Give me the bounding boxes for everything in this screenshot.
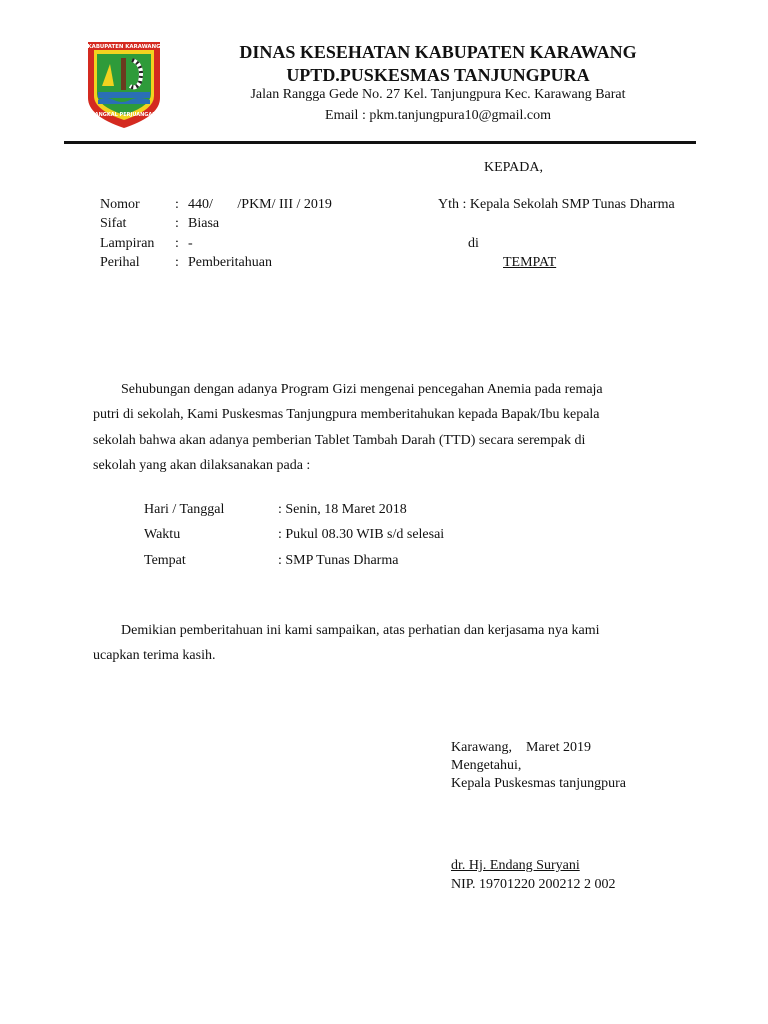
letterhead-divider: [64, 141, 696, 144]
recipient-yth: Yth : Kepala Sekolah SMP Tunas Dharma: [438, 197, 675, 212]
intro-line: sekolah bahwa akan adanya pemberian Tablet Tambah Darah (TTD) secara serempak di: [93, 433, 586, 448]
svg-text:PANGKAL PERJUANGAN: PANGKAL PERJUANGAN: [91, 112, 157, 118]
recipient-tempat: TEMPAT: [503, 255, 557, 270]
meta-value-lampiran: -: [188, 236, 193, 251]
meta-label: Perihal: [100, 255, 140, 270]
unit-name: UPTD.PUSKESMAS TANJUNGPURA: [286, 65, 590, 85]
agency-address: Jalan Rangga Gede No. 27 Kel. Tanjungpura Kec. Karawang Barat: [250, 87, 626, 102]
intro-line: Sehubungan dengan adanya Program Gizi mengenai pencegahan Anemia pada remaja: [121, 382, 603, 397]
recipient-di: di: [468, 236, 479, 251]
karawang-regency-logo: [80, 36, 168, 130]
signature-mengetahui: Mengetahui,: [451, 758, 522, 773]
agency-name: DINAS KESEHATAN KABUPATEN KARAWANG: [239, 42, 637, 62]
svg-text:KABUPATEN KARAWANG: KABUPATEN KARAWANG: [87, 44, 161, 50]
meta-value-perihal: Pemberitahuan: [188, 255, 272, 270]
meta-value-sifat: Biasa: [188, 216, 220, 231]
signature-position: Kepala Puskesmas tanjungpura: [451, 776, 626, 791]
closing-line: ucapkan terima kasih.: [93, 648, 216, 663]
signature-place-date: Karawang, Maret 2019: [451, 740, 591, 755]
meta-label: Sifat: [100, 216, 127, 231]
schedule-value: : Pukul 08.30 WIB s/d selesai: [278, 527, 445, 542]
agency-email: Email : pkm.tanjungpura10@gmail.com: [325, 108, 551, 123]
intro-line: putri di sekolah, Kami Puskesmas Tanjungpura memberitahukan kepada Bapak/Ibu kepala: [93, 407, 600, 422]
meta-colon: :: [175, 255, 179, 270]
meta-colon: :: [175, 216, 179, 231]
schedule-label: Waktu: [144, 527, 181, 542]
meta-label: Nomor: [100, 197, 140, 212]
schedule-label: Hari / Tanggal: [144, 502, 225, 517]
signature-name: dr. Hj. Endang Suryani: [451, 858, 580, 873]
meta-colon: :: [175, 197, 179, 212]
schedule-label: Tempat: [144, 553, 186, 568]
meta-colon: :: [175, 236, 179, 251]
schedule-value: : SMP Tunas Dharma: [278, 553, 399, 568]
intro-line: sekolah yang akan dilaksanakan pada :: [93, 458, 311, 473]
meta-value-nomor: 440/ /PKM/ III / 2019: [188, 197, 332, 212]
kepada-label: KEPADA,: [484, 160, 543, 175]
closing-line: Demikian pemberitahuan ini kami sampaikan, atas perhatian dan kerjasama nya kami: [121, 623, 600, 638]
meta-label: Lampiran: [100, 236, 155, 251]
signature-nip: NIP. 19701220 200212 2 002: [451, 877, 616, 892]
schedule-value: : Senin, 18 Maret 2018: [278, 502, 407, 517]
